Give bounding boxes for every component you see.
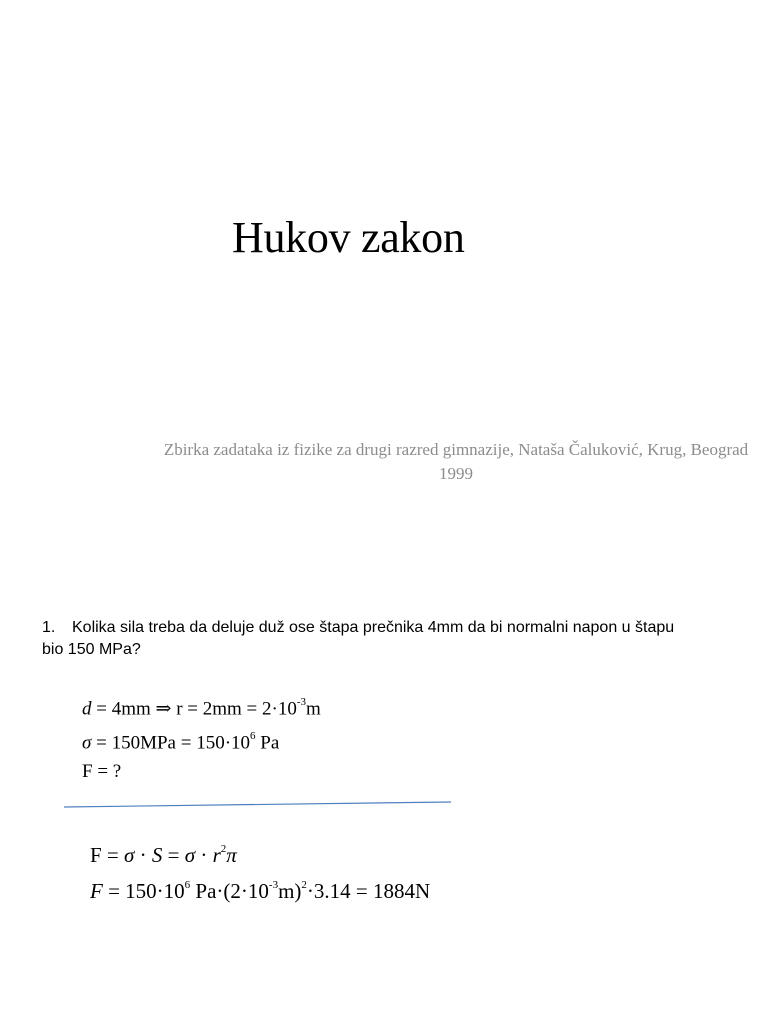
divider-line <box>0 792 768 812</box>
sigma-symbol: σ <box>82 732 92 754</box>
sigma-unit: Pa <box>255 732 280 754</box>
radius-exponent: 2 <box>220 843 227 855</box>
calc-part-a: = 150·10 <box>102 879 185 903</box>
sigma-equation: = 150MPa = 150·10 <box>91 732 251 754</box>
given-diameter <box>82 692 321 721</box>
given-stress <box>82 726 279 755</box>
radius-symbol: r <box>212 843 221 867</box>
sigma-symbol: σ <box>124 843 135 867</box>
d-exponent: -3 <box>296 696 307 708</box>
unknown-force <box>82 760 121 784</box>
d-equation: = 4mm ⇒ r = 2mm = 2·10 <box>91 698 297 720</box>
problem-text: Kolika sila treba da deluje duž ose štapa prečnika 4mm da bi normalni napon u štapu bio 150 MPa? <box>42 619 675 658</box>
calc-part-b: Pa·(2·10 <box>190 879 269 903</box>
pi-symbol: π <box>226 843 237 867</box>
f-label: F = <box>90 843 125 867</box>
solution-formula <box>90 839 237 867</box>
equals-sign: = <box>162 843 185 867</box>
calc-result: ·3.14 = 1884N <box>306 879 431 903</box>
page-title: Hukov zakon <box>232 213 465 262</box>
solution-calculation <box>90 875 430 903</box>
calc-part-c: m) <box>278 879 302 903</box>
f-symbol: F <box>90 879 103 903</box>
source-citation: Zbirka zadataka iz fizike za drugi razred gimnazije, Nataša Čaluković, Krug, Beograd 1999 <box>163 440 749 483</box>
calc-exponent-3: 2 <box>301 879 307 891</box>
area-symbol: S <box>151 843 163 867</box>
unknown-force-text: F = ? <box>82 761 122 782</box>
calc-exponent-2: -3 <box>268 879 279 891</box>
d-unit: m <box>306 698 321 720</box>
d-symbol: d <box>82 698 92 720</box>
sigma-symbol: σ <box>184 843 196 867</box>
dot-operator: · <box>134 843 152 867</box>
dot-operator: · <box>195 843 213 867</box>
problem-statement <box>42 617 682 661</box>
calc-exponent-1: 6 <box>184 879 191 891</box>
sigma-exponent: 6 <box>250 730 256 742</box>
problem-number: 1. <box>42 619 56 636</box>
